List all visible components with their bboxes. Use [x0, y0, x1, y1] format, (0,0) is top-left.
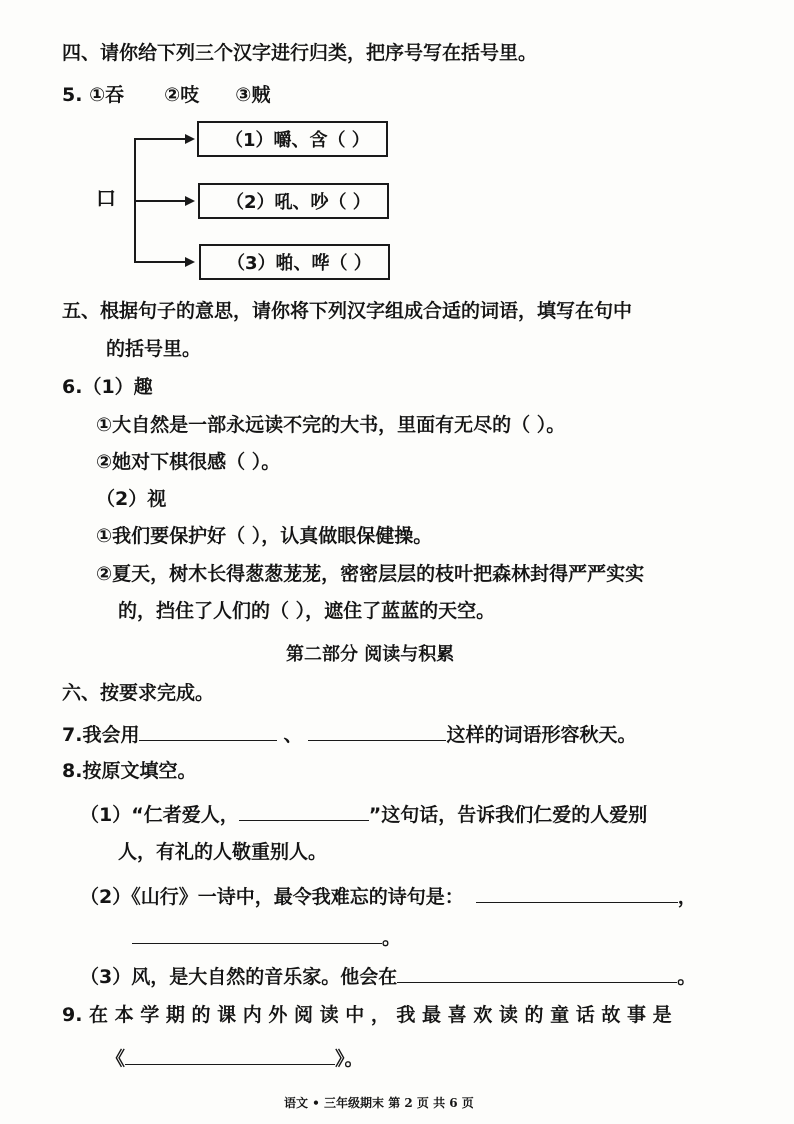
q5-option-3: ③贼: [235, 84, 271, 106]
category-box-3: [199, 244, 390, 280]
radical-label: 口: [96, 186, 116, 210]
q8-2-text-a: （2）《山行》一诗中，最令我难忘的诗句是：: [80, 886, 464, 908]
q8-1-line: [80, 802, 647, 825]
q7-text-a: 7.我会用: [62, 724, 140, 746]
bracket-horizontal-2: [134, 200, 186, 202]
category-box-2: [198, 183, 389, 219]
q5-option-2: ②吱: [164, 84, 200, 106]
q5-number: 5.: [62, 84, 90, 106]
q6-part1-label: 6.（1）趣: [62, 376, 153, 398]
q7-line: [62, 722, 636, 745]
q7-text-c: 这样的词语形容秋天。: [446, 724, 637, 746]
q6-2-2-sentence-line2: 的，挡住了人们的（ ），遮住了蓝蓝的天空。: [118, 600, 496, 622]
section5-heading-line1: 五、根据句子的意思，请你将下列汉字组成合适的词语，填写在句中: [62, 300, 633, 322]
q8-1-blank[interactable]: [239, 802, 369, 821]
q6-part2-label: （2）视: [96, 488, 167, 510]
q8-3-period: 。: [677, 966, 697, 988]
arrow-icon-2: [185, 196, 195, 206]
section4-heading: 四、请你给下列三个汉字进行归类，把序号写在括号里。: [62, 42, 538, 64]
q5-option-1: ①吞: [89, 84, 125, 106]
q6-2-2-sentence-line1: ②夏天，树木长得葱葱茏茏，密密层层的枝叶把森林封得严严实实: [96, 563, 645, 585]
q8-1-text-a: （1）“仁者爱人，: [80, 804, 239, 826]
q9-line: 9. 在 本 学 期 的 课 内 外 阅 读 中 ， 我 最 喜 欢 读 的 童 话 故 事 是: [62, 1004, 672, 1026]
q8-2-line: [80, 884, 697, 907]
q7-text-b: 、: [283, 724, 303, 746]
arrow-icon-3: [185, 257, 195, 267]
section6-heading: 六、按要求完成。: [62, 682, 215, 704]
q6-1-1-sentence: ①大自然是一部永远读不完的大书，里面有无尽的（ ）。: [96, 414, 566, 436]
q8-1-line2: 人，有礼的人敬重别人。: [118, 841, 328, 863]
q8-3-text-a: （3）风，是大自然的音乐家。他会在: [80, 966, 398, 988]
q8-2-comma: ，: [677, 886, 697, 908]
q9-open-bracket: 《: [106, 1048, 126, 1070]
section5-heading-line2: 的括号里。: [106, 338, 202, 360]
q6-1-2-sentence: ②她对下棋很感（ ）。: [96, 451, 281, 473]
q8-2-blank-1[interactable]: [476, 884, 678, 903]
bracket-horizontal-1: [134, 138, 186, 140]
q9-line2: [106, 1046, 364, 1069]
q6-2-1-sentence: ①我们要保护好（ ），认真做眼保健操。: [96, 525, 433, 547]
q8-1-text-b: ”这句话，告诉我们仁爱的人爱别: [368, 804, 648, 826]
category-box-2-text: （2）吼、吵（ ）: [226, 192, 371, 213]
bracket-horizontal-3: [134, 261, 186, 263]
part2-title: 第二部分 阅读与积累: [286, 644, 455, 665]
q8-2-line2: [132, 925, 401, 948]
q8-2-blank-2[interactable]: [132, 925, 382, 944]
q8-heading: 8.按原文填空。: [62, 760, 197, 782]
q9-close-bracket: 》。: [335, 1048, 364, 1070]
category-box-1-text: （1）嚼、含（ ）: [225, 130, 370, 151]
page-footer: 语文 • 三年级期末 第 2 页 共 6 页: [284, 1096, 474, 1110]
arrow-icon-1: [185, 134, 195, 144]
q7-blank-2[interactable]: [308, 722, 446, 741]
q8-3-blank[interactable]: [397, 964, 677, 983]
q8-2-period: 。: [382, 927, 402, 949]
category-box-3-text: （3）啪、哗（ ）: [227, 253, 372, 274]
q9-blank[interactable]: [125, 1046, 335, 1065]
q5-options: [62, 86, 270, 105]
category-box-1: [197, 121, 388, 157]
q8-3-line: [80, 964, 696, 987]
q7-blank-1[interactable]: [139, 722, 277, 741]
